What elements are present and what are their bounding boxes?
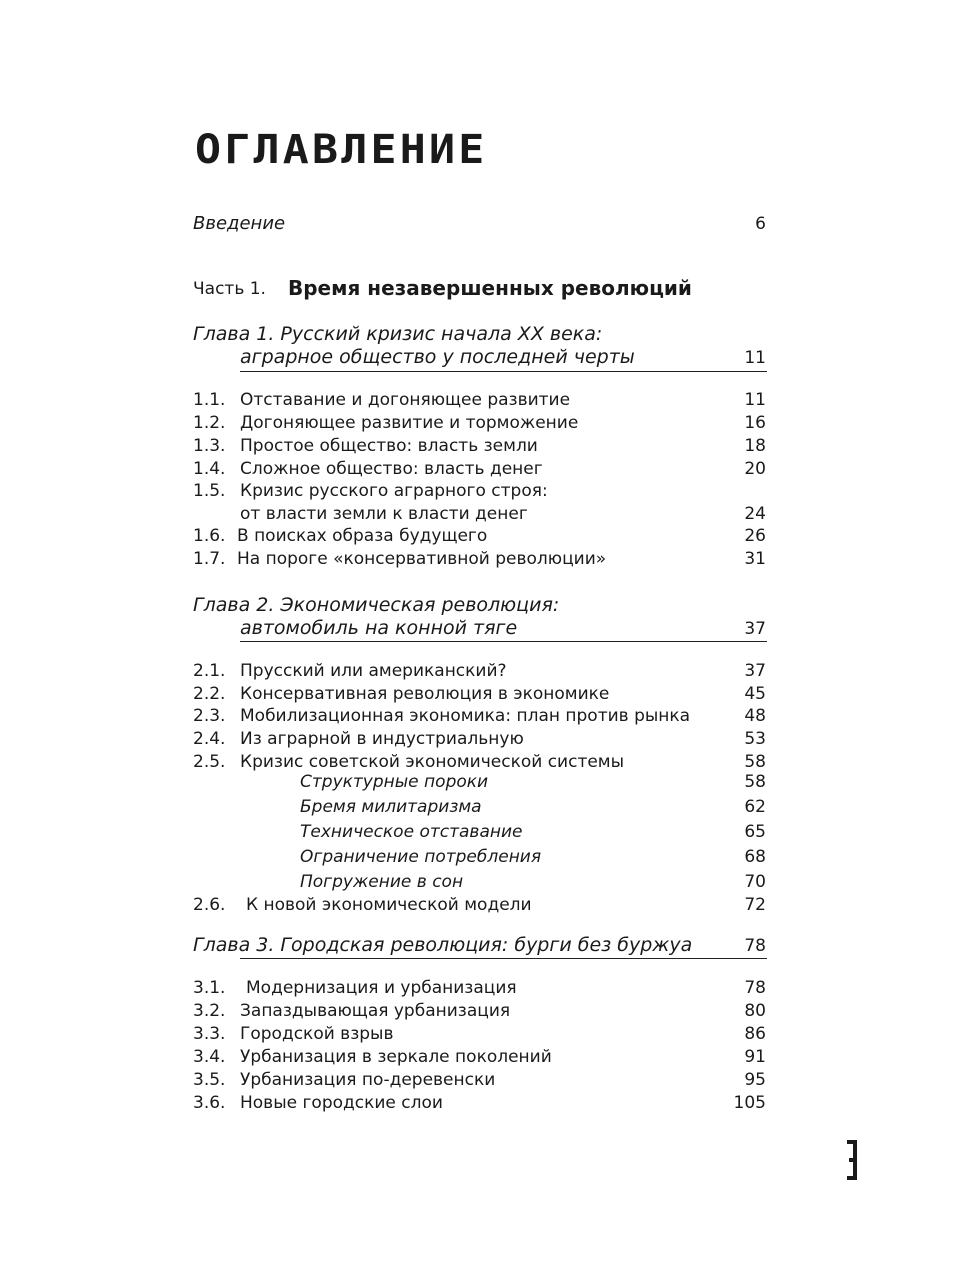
part-label: Часть 1. bbox=[193, 279, 266, 299]
toc-item-number: 1.3. bbox=[193, 436, 226, 456]
toc-item-label: В поисках образа будущего bbox=[237, 526, 488, 546]
toc-item-number: 1.1. bbox=[193, 390, 226, 410]
toc-item-label: Новые городские слои bbox=[240, 1093, 443, 1113]
toc-item-label-cont: от власти земли к власти денег bbox=[240, 504, 528, 524]
toc-item-label: Модернизация и урбанизация bbox=[246, 978, 517, 998]
toc-item-label: Урбанизация в зеркале поколений bbox=[240, 1047, 552, 1067]
page-title: ОГЛАВЛЕНИЕ bbox=[195, 127, 488, 173]
toc-subitem-page: 70 bbox=[744, 872, 766, 892]
toc-item-label: Догоняющее развитие и торможение bbox=[240, 413, 579, 433]
toc-item-label: Мобилизационная экономика: план против рынка bbox=[240, 706, 691, 726]
toc-item-number: 1.7. bbox=[193, 549, 226, 569]
toc-item-number: 3.6. bbox=[193, 1093, 226, 1113]
toc-item-number: 1.5. bbox=[193, 481, 226, 501]
toc-item-label: Сложное общество: власть денег bbox=[240, 459, 543, 479]
toc-item-page: 80 bbox=[744, 1001, 766, 1021]
toc-item-page: 26 bbox=[744, 526, 766, 546]
toc-item-page: 24 bbox=[744, 504, 766, 524]
page-number-mark bbox=[847, 1140, 857, 1180]
toc-item-label: Запаздывающая урбанизация bbox=[240, 1001, 511, 1021]
toc-item-label: К новой экономической модели bbox=[246, 895, 532, 915]
toc-subitem-label: Бремя милитаризма bbox=[300, 797, 482, 817]
toc-item-label: На пороге «консервативной революции» bbox=[237, 549, 607, 569]
toc-item-number: 1.6. bbox=[193, 526, 226, 546]
toc-item-label: Консервативная революция в экономике bbox=[240, 684, 610, 704]
toc-item-number: 1.2. bbox=[193, 413, 226, 433]
chapter-2-page: 37 bbox=[744, 619, 766, 639]
toc-item-page: 91 bbox=[744, 1047, 766, 1067]
part-title: Время незавершенных революций bbox=[288, 276, 692, 300]
toc-item-label: Городской взрыв bbox=[240, 1024, 394, 1044]
toc-item-number: 3.1. bbox=[193, 978, 226, 998]
toc-item-number: 3.5. bbox=[193, 1070, 226, 1090]
chapter-1-rule bbox=[240, 371, 767, 372]
toc-item-label: Прусский или американский? bbox=[240, 661, 507, 681]
toc-item-number: 3.3. bbox=[193, 1024, 226, 1044]
chapter-3-rule bbox=[240, 958, 767, 959]
toc-item-number: 3.4. bbox=[193, 1047, 226, 1067]
chapter-1-page: 11 bbox=[744, 348, 766, 368]
toc-item-page: 48 bbox=[744, 706, 766, 726]
chapter-3-title: Глава 3. Городская революция: бурги без буржуа bbox=[193, 934, 693, 956]
toc-item-page: 45 bbox=[744, 684, 766, 704]
toc-item-page: 16 bbox=[744, 413, 766, 433]
chapter-2-rule bbox=[240, 641, 767, 642]
toc-item-page: 11 bbox=[744, 390, 766, 410]
toc-subitem-label: Техническое отставание bbox=[300, 822, 523, 842]
toc-item-number: 2.3. bbox=[193, 706, 226, 726]
toc-subitem-page: 65 bbox=[744, 822, 766, 842]
toc-item-page: 78 bbox=[744, 978, 766, 998]
toc-item-number: 2.4. bbox=[193, 729, 226, 749]
toc-item-number: 2.5. bbox=[193, 752, 226, 772]
chapter-2-title-line1: Глава 2. Экономическая революция: bbox=[193, 594, 560, 616]
toc-item-label: Простое общество: власть земли bbox=[240, 436, 538, 456]
toc-subitem-label: Погружение в сон bbox=[300, 872, 464, 892]
toc-item-label: Кризис советской экономической системы bbox=[240, 752, 625, 772]
toc-item-page: 72 bbox=[744, 895, 766, 915]
toc-item-number: 2.6. bbox=[193, 895, 226, 915]
toc-item-number: 3.2. bbox=[193, 1001, 226, 1021]
toc-subitem-page: 62 bbox=[744, 797, 766, 817]
toc-subitem-page: 68 bbox=[744, 847, 766, 867]
toc-item-page: 86 bbox=[744, 1024, 766, 1044]
toc-subitem-label: Ограничение потребления bbox=[300, 847, 542, 867]
chapter-1-title-line1: Глава 1. Русский кризис начала XX века: bbox=[193, 323, 603, 345]
toc-item-number: 2.2. bbox=[193, 684, 226, 704]
toc-item-page: 58 bbox=[744, 752, 766, 772]
toc-item-page: 37 bbox=[744, 661, 766, 681]
chapter-2-title-line2: автомобиль на конной тяге bbox=[240, 617, 518, 639]
toc-subitem-label: Структурные пороки bbox=[300, 772, 489, 792]
toc-item-number: 1.4. bbox=[193, 459, 226, 479]
toc-item-label: Из аграрной в индустриальную bbox=[240, 729, 524, 749]
toc-item-label: Кризис русского аграрного строя: bbox=[240, 481, 548, 501]
toc-intro-label: Введение bbox=[193, 213, 286, 234]
toc-item-page: 105 bbox=[733, 1093, 766, 1113]
toc-item-page: 20 bbox=[744, 459, 766, 479]
toc-item-label: Урбанизация по-деревенски bbox=[240, 1070, 496, 1090]
toc-item-label: Отставание и догоняющее развитие bbox=[240, 390, 571, 410]
toc-item-page: 53 bbox=[744, 729, 766, 749]
chapter-3-page: 78 bbox=[744, 936, 766, 956]
toc-subitem-page: 58 bbox=[744, 772, 766, 792]
toc-item-page: 18 bbox=[744, 436, 766, 456]
toc-intro-page: 6 bbox=[755, 214, 766, 234]
toc-item-number: 2.1. bbox=[193, 661, 226, 681]
toc-item-page: 95 bbox=[744, 1070, 766, 1090]
chapter-1-title-line2: аграрное общество у последней черты bbox=[240, 346, 635, 368]
toc-item-page: 31 bbox=[744, 549, 766, 569]
